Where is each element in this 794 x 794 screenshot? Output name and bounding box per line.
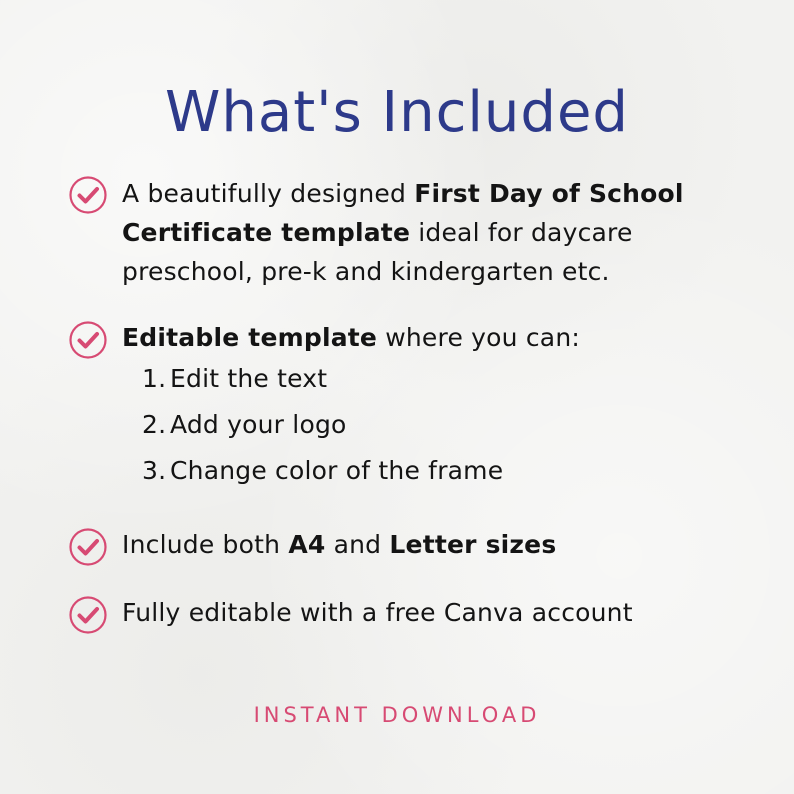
sublist-text: Add your logo [170,410,347,439]
sublist-item [142,356,503,402]
editable-sublist [142,356,503,494]
sublist-text: Edit the text [170,364,328,393]
item-text-bold: First Day of School Certificate template [122,179,684,247]
sublist-text: Change color of the frame [170,456,504,485]
feature-item-certificate [122,174,754,291]
sublist-number: 3. [142,456,167,485]
item-text-bold: Editable template [122,323,378,352]
item-text: and [325,530,390,559]
instant-download-label: INSTANT DOWNLOAD [253,703,541,727]
item-text: ideal for daycare preschool, pre-k and kindergarten etc. [122,218,633,286]
item-text: where you can: [377,323,580,352]
item-text: Include both [122,530,289,559]
check-circle-icon [68,175,108,215]
feature-item-sizes [122,525,754,564]
sublist-number: 1. [142,364,167,393]
feature-item-editable [122,318,754,357]
sublist-item [142,448,503,494]
check-circle-icon [68,527,108,567]
sublist-item [142,402,503,448]
check-circle-icon [68,595,108,635]
page-title: What's Included [165,80,629,145]
check-circle-icon [68,320,108,360]
item-text: A beautifully designed [122,179,415,208]
item-text-bold: Letter sizes [389,530,557,559]
item-text: Fully editable with a free Canva account [122,598,633,627]
sublist-number: 2. [142,410,167,439]
feature-item-canva [122,593,754,632]
item-text-bold: A4 [288,530,326,559]
